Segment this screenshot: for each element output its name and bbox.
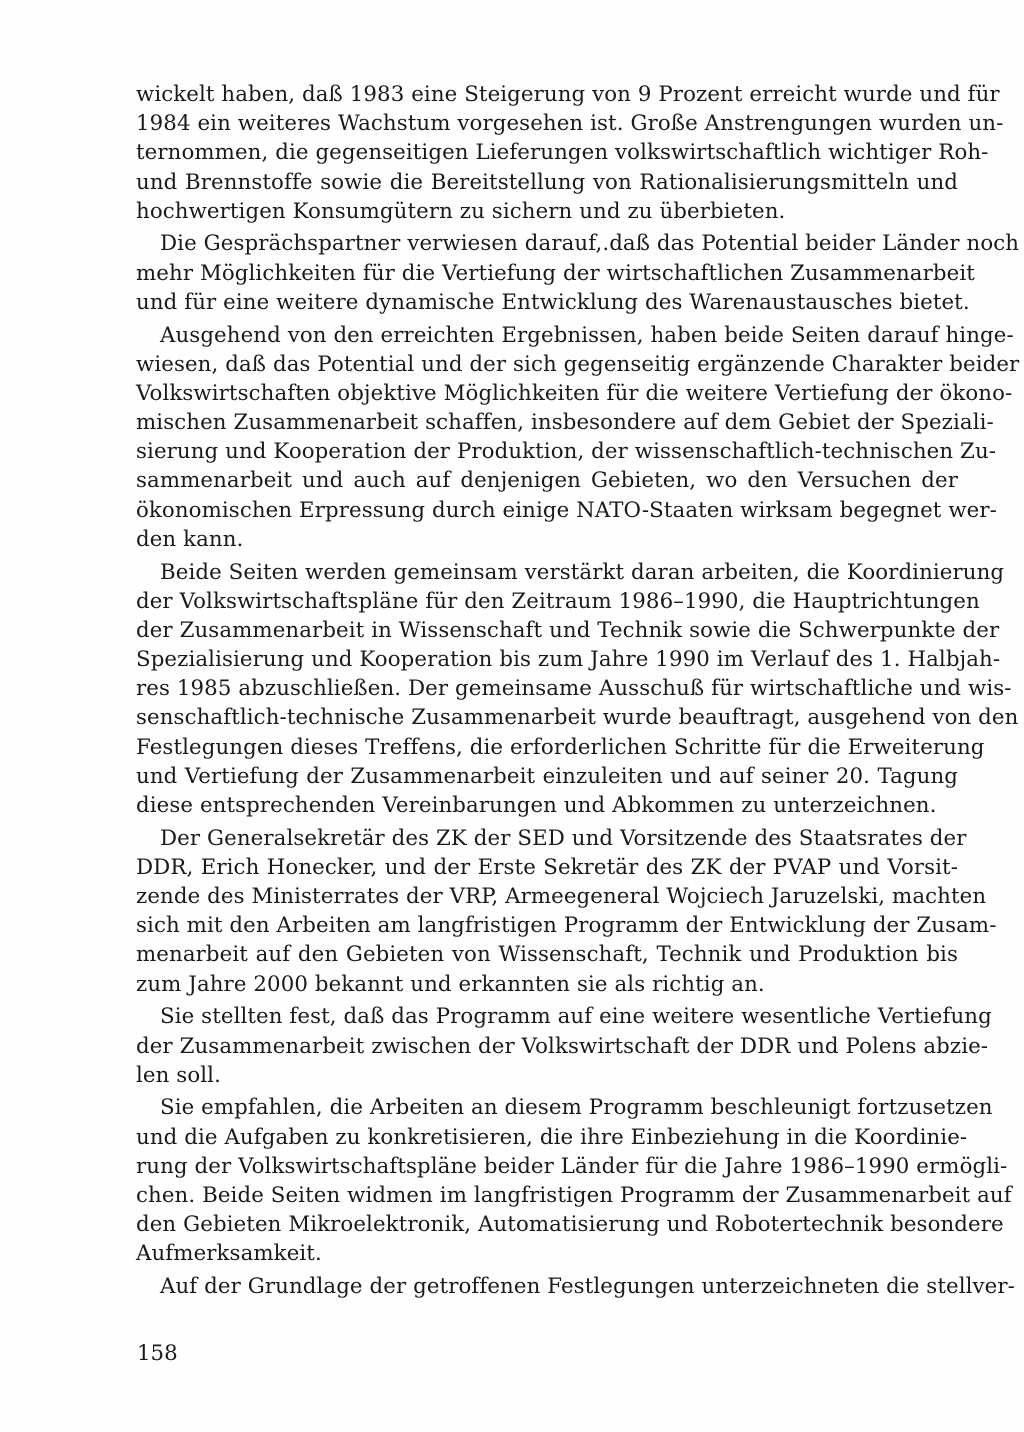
text-line: senschaftlich-technische Zusammenarbeit wurde beauftragt, ausgehend von den [136, 705, 1019, 731]
text-line: chen. Beide Seiten widmen im langfristigen Programm der Zusammenarbeit auf [136, 1182, 1012, 1208]
body-text [136, 80, 1020, 1301]
text-line: und für eine weitere dynamische Entwicklung des Warenaustausches bietet. [136, 289, 970, 315]
text-line: rung der Volkswirtschaftspläne beider Länder für die Jahre 1986–1990 ermögli- [136, 1153, 1008, 1179]
paragraph [136, 1093, 1012, 1268]
text-line: Die Gesprächspartner verwiesen darauf,.daß das Potential beider Länder noch [160, 231, 1020, 257]
paragraph [136, 229, 1020, 317]
text-line: und Brennstoffe sowie die Bereitstellung von Rationalisierungsmitteln und [136, 169, 958, 195]
text-line: wickelt haben, daß 1983 eine Steigerung von 9 Prozent erreicht wurde und für [136, 82, 1000, 107]
text-line: DDR, Erich Honecker, und der Erste Sekretär des ZK der PVAP und Vorsit- [136, 854, 958, 880]
text-line: mischen Zusammenarbeit schaffen, insbesondere auf dem Gebiet der Speziali- [136, 410, 994, 436]
text-line: und Vertiefung der Zusammenarbeit einzuleiten und auf seiner 20. Tagung [136, 763, 958, 789]
paragraph [136, 321, 1020, 555]
text-line: ökonomischen Erpressung durch einige NATO-Staaten wirksam begegnet wer- [136, 497, 997, 523]
text-line: der Zusammenarbeit zwischen der Volkswirtschaft der DDR und Polens abzie- [136, 1033, 989, 1059]
text-line: Beide Seiten werden gemeinsam verstärkt daran arbeiten, die Koordinierung [160, 559, 1005, 585]
text-line: ternommen, die gegenseitigen Lieferungen volkswirtschaftlich wichtiger Roh- [136, 140, 989, 166]
paragraph [136, 1002, 992, 1090]
text-line: Sie empfahlen, die Arbeiten an diesem Programm beschleunigt fortzusetzen [160, 1095, 993, 1121]
text-line: Spezialisierung und Kooperation bis zum Jahre 1990 im Verlauf des 1. Halbjah- [136, 647, 1001, 673]
text-line: sierung und Kooperation der Produktion, der wissenschaftlich-technischen Zu- [136, 439, 997, 465]
page-number: 158 [137, 1341, 178, 1366]
text-line: len soll. [136, 1062, 221, 1088]
text-line: Sie stellten fest, daß das Programm auf eine weitere wesentliche Vertiefung [160, 1004, 992, 1030]
text-line: wiesen, daß das Potential und der sich gegenseitig ergänzende Charakter beider [136, 351, 1020, 377]
text-line: sich mit den Arbeiten am langfristigen Programm der Entwicklung der Zusam- [136, 913, 997, 939]
text-line: diese entsprechenden Vereinbarungen und Abkommen zu unterzeichnen. [136, 793, 937, 818]
text-line: zum Jahre 2000 bekannt und erkannten sie als richtig an. [136, 971, 765, 997]
text-line: der Zusammenarbeit in Wissenschaft und Technik sowie die Schwerpunkte der [136, 617, 1000, 643]
text-line: menarbeit auf den Gebieten von Wissenschaft, Technik und Produktion bis [136, 942, 958, 968]
text-line: den kann. [136, 526, 244, 552]
text-line: Aufmerksamkeit. [136, 1241, 322, 1267]
paragraph [136, 1272, 1015, 1301]
text-line: res 1985 abzuschließen. Der gemeinsame Ausschuß für wirtschaftliche und wis- [136, 676, 1012, 702]
text-line: zende des Ministerrates der VRP, Armeegeneral Wojciech Jaruzelski, machten [136, 884, 987, 910]
text-line: mehr Möglichkeiten für die Vertiefung der wirtschaftlichen Zusammenarbeit [136, 260, 975, 286]
text-line: sammenarbeit und auch auf denjenigen Gebieten, wo den Versuchen der [136, 468, 958, 494]
text-line: den Gebieten Mikroelektronik, Automatisierung und Robotertechnik besondere [136, 1212, 1004, 1238]
text-line: Festlegungen dieses Treffens, die erforderlichen Schritte für die Erweiterung [136, 734, 985, 760]
paragraph [136, 824, 997, 999]
text-line: hochwertigen Konsumgütern zu sichern und zu überbieten. [136, 198, 786, 224]
text-line: Ausgehend von den erreichten Ergebnissen, haben beide Seiten darauf hinge- [160, 322, 1014, 348]
text-line: Auf der Grundlage der getroffenen Festlegungen unterzeichneten die stellver- [160, 1274, 1015, 1299]
text-line: Der Generalsekretär des ZK der SED und Vorsitzende des Staatsrates der [160, 825, 967, 851]
text-line: Volkswirtschaften objektive Möglichkeiten für die weitere Vertiefung der ökono- [136, 380, 1013, 406]
paragraph [136, 80, 1004, 226]
text-line: und die Aufgaben zu konkretisieren, die ihre Einbeziehung in die Koordinie- [136, 1124, 968, 1150]
paragraph [136, 558, 1019, 821]
text-line: der Volkswirtschaftspläne für den Zeitraum 1986–1990, die Hauptrichtungen [136, 588, 980, 614]
text-line: 1984 ein weiteres Wachstum vorgesehen ist. Große Anstrengungen wurden un- [136, 111, 1004, 137]
